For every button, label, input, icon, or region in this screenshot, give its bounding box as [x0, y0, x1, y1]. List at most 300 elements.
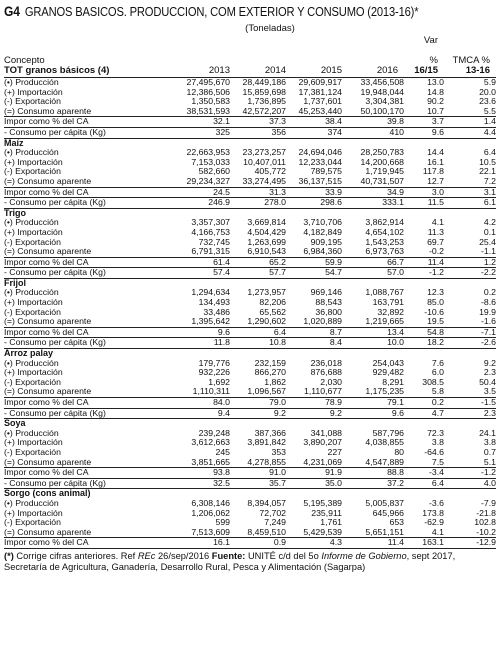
- value-2013: 7,153,033: [191, 156, 230, 167]
- value-tmca: 0.7: [483, 446, 496, 457]
- table-row: [4, 187, 496, 198]
- value-2014: 28,449,186: [242, 77, 286, 87]
- value-tmca: 3.1: [483, 186, 496, 197]
- value-tmca: -10.2: [476, 526, 496, 537]
- value-var: 3.8: [431, 437, 444, 448]
- value-2014: 1,290,602: [247, 316, 286, 327]
- value-2014: 4,504,429: [247, 226, 286, 237]
- table-row: [4, 528, 496, 538]
- value-2013: 599: [215, 517, 230, 528]
- value-2016: 6,973,763: [365, 246, 404, 257]
- value-tmca: 4.0: [483, 477, 496, 488]
- value-2014: 1,263,699: [247, 236, 286, 247]
- value-2015: 5,429,539: [303, 526, 342, 537]
- value-2016: 3,304,381: [365, 96, 404, 107]
- row-label: Impor como % del CA: [4, 327, 89, 337]
- value-2016: 40,731,507: [360, 175, 404, 186]
- row-label: (-) Exportación: [4, 307, 61, 317]
- value-2016: 4,654,102: [365, 226, 404, 237]
- value-2014: 7,249: [264, 517, 286, 528]
- table-bottom-rule: [4, 548, 496, 549]
- value-var: -3.4: [429, 467, 444, 478]
- value-tmca: 23.6: [479, 96, 496, 107]
- value-var: 4.1: [431, 526, 444, 537]
- value-var: 14.8: [427, 86, 444, 97]
- data-table: [4, 77, 496, 549]
- value-2015: 54.7: [325, 267, 342, 278]
- table-row: [4, 387, 496, 397]
- value-2014: 405,772: [254, 166, 286, 177]
- value-var: 5.8: [431, 386, 444, 397]
- value-2016: 587,796: [372, 427, 404, 438]
- value-2013: 38,531,593: [186, 105, 230, 116]
- table-row: [4, 247, 496, 257]
- value-2015: 341,088: [310, 427, 342, 438]
- value-2016: 57.0: [387, 267, 404, 278]
- year-2016-header: 2016: [376, 65, 398, 76]
- value-tmca: 1.4: [483, 116, 496, 127]
- value-2015: 78.9: [325, 397, 342, 407]
- value-2016: 28,250,783: [360, 147, 404, 158]
- value-tmca: 0.1: [483, 226, 496, 237]
- table-row: [4, 359, 496, 369]
- value-2016: 88.8: [387, 467, 404, 478]
- value-2014: 278.0: [264, 197, 286, 208]
- value-2013: 7,513,609: [191, 526, 230, 537]
- value-2013: 1,395,642: [191, 316, 230, 327]
- value-2013: 246.9: [208, 197, 230, 208]
- value-2015: 6,984,360: [303, 246, 342, 257]
- table-row: [4, 478, 496, 489]
- value-tmca: 0.2: [483, 287, 496, 298]
- value-tmca: 6.4: [483, 147, 496, 158]
- value-2014: 356: [271, 126, 286, 137]
- row-label: (+) Importación: [4, 157, 63, 167]
- value-2016: 5,651,151: [365, 526, 404, 537]
- footnote-text-3: UNITÉ c/d del 5o: [247, 550, 319, 561]
- value-2015: 59.9: [325, 256, 342, 267]
- value-2014: 65,562: [259, 306, 286, 317]
- row-label: Impor como % del CA: [4, 187, 89, 197]
- value-2013: 932,226: [198, 367, 230, 378]
- section-name: Trigo: [4, 208, 26, 218]
- value-2015: 8.4: [329, 337, 342, 348]
- table-row: [4, 327, 496, 338]
- value-2013: 3,612,663: [191, 437, 230, 448]
- value-2015: 91.9: [325, 467, 342, 478]
- value-2014: 1,736,895: [247, 96, 286, 107]
- value-2013: 9.4: [217, 407, 230, 418]
- footnote-text-1: Corrige cifras anteriores. Ref: [16, 550, 136, 561]
- value-2016: 254,043: [372, 357, 404, 368]
- value-2015: 227: [327, 446, 342, 457]
- footnote-mark: (*): [4, 550, 14, 561]
- table-row: [4, 257, 496, 268]
- row-label: Impor como % del CA: [4, 538, 89, 548]
- value-2013: 22,663,953: [186, 147, 230, 158]
- value-tmca: 20.0: [479, 86, 496, 97]
- value-2016: 4,038,855: [365, 437, 404, 448]
- row-label: (•) Producción: [4, 148, 59, 158]
- value-var: 12.3: [427, 287, 444, 298]
- year-2015-header: 2015: [320, 65, 342, 76]
- value-2016: 1,219,665: [365, 316, 404, 327]
- row-label: (•) Producción: [4, 78, 59, 87]
- table-row: [4, 397, 496, 408]
- value-2016: 39.8: [387, 116, 404, 127]
- value-2016: 929,482: [372, 367, 404, 378]
- table-row: [4, 317, 496, 327]
- row-label: (+) Importación: [4, 508, 63, 518]
- value-tmca: 25.4: [479, 236, 496, 247]
- value-2013: 1,350,583: [191, 96, 230, 107]
- value-tmca: 9.2: [483, 357, 496, 368]
- value-var: 7.5: [431, 456, 444, 467]
- value-var: -62.9: [424, 517, 444, 528]
- section-name: Frijol: [4, 278, 26, 288]
- row-label: (-) Exportación: [4, 518, 61, 528]
- value-2013: 1,692: [208, 376, 230, 387]
- value-2015: 4.3: [329, 537, 342, 548]
- row-label: (+) Importación: [4, 368, 63, 378]
- value-tmca: 6.1: [483, 197, 496, 208]
- value-2015: 3,710,706: [303, 217, 342, 228]
- value-2013: 9.6: [217, 326, 230, 337]
- value-tmca: -2.2: [481, 267, 496, 278]
- value-var: 11.5: [427, 197, 444, 208]
- value-2015: 8.7: [329, 326, 342, 337]
- group-header: TOT granos básicos (4): [4, 65, 110, 76]
- value-2015: 9.2: [329, 407, 342, 418]
- value-tmca: 7.2: [483, 175, 496, 186]
- value-2015: 36,137,515: [298, 175, 342, 186]
- value-2013: 24.5: [213, 186, 230, 197]
- footnote-ref: REc: [137, 550, 156, 561]
- row-label: - Consumo per cápita (Kg): [4, 338, 106, 348]
- value-tmca: 2.3: [483, 407, 496, 418]
- value-2015: 33.9: [325, 186, 342, 197]
- value-2013: 239,248: [198, 427, 230, 438]
- value-tmca: 4.2: [483, 217, 496, 228]
- value-2015: 2,030: [320, 376, 342, 387]
- row-label: (+) Importación: [4, 298, 63, 308]
- value-2016: 33,456,508: [360, 77, 404, 87]
- table-row: [4, 197, 496, 208]
- value-2014: 35.7: [269, 477, 286, 488]
- row-label: (•) Producción: [4, 288, 59, 298]
- row-label: (=) Consumo aparente: [4, 457, 92, 467]
- value-2014: 65.2: [269, 256, 286, 267]
- value-2013: 33,486: [203, 306, 230, 317]
- value-2013: 6,308,146: [191, 497, 230, 508]
- year-2014-header: 2014: [264, 65, 286, 76]
- value-2016: 66.7: [387, 256, 404, 267]
- value-2013: 325: [215, 126, 230, 137]
- value-2016: 11.4: [387, 537, 404, 548]
- value-var: 163.1: [422, 537, 444, 548]
- value-tmca: 22.1: [479, 166, 496, 177]
- value-tmca: -8.6: [481, 297, 496, 308]
- page: [4, 0, 496, 574]
- row-label: (+) Importación: [4, 438, 63, 448]
- var-header-mid: %: [429, 55, 438, 66]
- tmca-header: TMCA %: [452, 55, 490, 66]
- value-2016: 10.0: [387, 337, 404, 348]
- value-2014: 6,910,543: [247, 246, 286, 257]
- row-label: (=) Consumo aparente: [4, 387, 92, 397]
- value-2014: 353: [271, 446, 286, 457]
- table-row: [4, 298, 496, 308]
- title-code: G4: [4, 3, 20, 19]
- value-tmca: -21.8: [476, 507, 496, 518]
- table-row: [4, 267, 496, 278]
- section-name: Soya: [4, 419, 26, 429]
- value-2013: 582,660: [198, 166, 230, 177]
- value-var: 72.3: [427, 427, 444, 438]
- value-tmca: 3.8: [483, 437, 496, 448]
- row-label: (-) Exportación: [4, 167, 61, 177]
- value-2015: 4,182,849: [303, 226, 342, 237]
- row-label: Impor como % del CA: [4, 117, 89, 127]
- row-label: (•) Producción: [4, 498, 59, 508]
- footnote-line-2: Secretaría de Agricultura, Ganadería, Desarrollo Rural, Pesca y Alimentación (Sagarpa): [4, 562, 366, 573]
- value-2016: 1,719,945: [365, 166, 404, 177]
- table-row: [4, 458, 496, 468]
- row-label: - Consumo per cápita (Kg): [4, 127, 106, 137]
- value-var: 10.7: [427, 105, 444, 116]
- value-2013: 4,166,753: [191, 226, 230, 237]
- value-2014: 3,669,814: [247, 217, 286, 228]
- value-2015: 789,575: [310, 166, 342, 177]
- value-2013: 245: [215, 446, 230, 457]
- value-var: 54.8: [427, 326, 444, 337]
- title-text: GRANOS BASICOS. PRODUCCION, COM EXTERIOR Y CONSUMO (2013-16)*: [24, 3, 419, 19]
- value-var: 11.3: [427, 226, 444, 237]
- value-2016: 13.4: [387, 326, 404, 337]
- value-2015: 45,253,440: [298, 105, 342, 116]
- value-2013: 12,386,506: [186, 86, 230, 97]
- section-header: [4, 418, 496, 429]
- value-var: -1.2: [429, 267, 444, 278]
- value-2013: 61.4: [213, 256, 230, 267]
- value-tmca: 10.5: [479, 156, 496, 167]
- value-2014: 15,859,698: [242, 86, 286, 97]
- value-var: -64.6: [424, 446, 444, 457]
- value-2015: 374: [327, 126, 342, 137]
- value-tmca: 5.9: [483, 77, 496, 87]
- value-2015: 909,195: [310, 236, 342, 247]
- value-2015: 876,688: [310, 367, 342, 378]
- value-2014: 866,270: [254, 367, 286, 378]
- value-var: 7.6: [431, 357, 444, 368]
- value-var: 0.2: [431, 397, 444, 407]
- value-2013: 134,493: [198, 297, 230, 308]
- value-var: 6.4: [431, 477, 444, 488]
- value-2015: 88,543: [315, 297, 342, 308]
- table-row: [4, 509, 496, 519]
- table-header-row3: [4, 66, 496, 76]
- value-2015: 3,890,207: [303, 437, 342, 448]
- value-2014: 387,366: [254, 427, 286, 438]
- section-header: [4, 348, 496, 359]
- value-2015: 29,609,917: [298, 77, 342, 87]
- value-2015: 5,195,389: [303, 497, 342, 508]
- value-2013: 11.8: [213, 337, 230, 348]
- row-label: (+) Importación: [4, 227, 63, 237]
- row-label: (•) Producción: [4, 428, 59, 438]
- value-var: 4.7: [431, 407, 444, 418]
- row-label: Impor como % del CA: [4, 257, 89, 267]
- section-name: Maíz: [4, 138, 24, 148]
- value-2016: 80: [394, 446, 404, 457]
- value-2013: 16.1: [213, 537, 230, 548]
- value-2013: 1,294,634: [191, 287, 230, 298]
- value-var: -3.6: [429, 497, 444, 508]
- value-2016: 645,966: [372, 507, 404, 518]
- value-var: 13.0: [427, 77, 444, 87]
- value-2016: 14,200,668: [360, 156, 404, 167]
- value-var: 9.6: [431, 126, 444, 137]
- value-2015: 24,694,046: [298, 147, 342, 158]
- value-tmca: 3.5: [483, 386, 496, 397]
- value-2016: 333.1: [382, 197, 404, 208]
- row-label: (=) Consumo aparente: [4, 106, 92, 116]
- value-2013: 84.0: [213, 397, 230, 407]
- value-2015: 12,233,044: [298, 156, 342, 167]
- value-2013: 57.4: [213, 267, 230, 278]
- value-2013: 1,110,311: [192, 386, 230, 397]
- value-var: 18.2: [427, 337, 444, 348]
- value-2016: 410: [389, 126, 404, 137]
- row-label: - Consumo per cápita (Kg): [4, 268, 106, 278]
- row-label: (-) Exportación: [4, 377, 61, 387]
- value-tmca: -7.9: [481, 497, 496, 508]
- value-2015: 17,381,124: [298, 86, 342, 97]
- value-2014: 9.2: [273, 407, 286, 418]
- value-2014: 1,862: [264, 376, 286, 387]
- value-2013: 6,791,315: [191, 246, 230, 257]
- footnote-fuente: Fuente:: [211, 550, 246, 561]
- value-2015: 1,761: [320, 517, 342, 528]
- row-label: (•) Producción: [4, 358, 59, 368]
- value-tmca: 4.4: [483, 126, 496, 137]
- footnote-line-1: [4, 551, 496, 563]
- value-2015: 1,737,601: [303, 96, 342, 107]
- value-2014: 10.8: [269, 337, 286, 348]
- value-tmca: 1.2: [483, 256, 496, 267]
- value-var: 69.7: [427, 236, 444, 247]
- value-2016: 4,547,889: [365, 456, 404, 467]
- value-tmca: 2.3: [483, 367, 496, 378]
- value-var: 85.0: [427, 297, 444, 308]
- value-2013: 3,357,307: [191, 217, 230, 228]
- value-2015: 236,018: [310, 357, 342, 368]
- value-2016: 1,088,767: [365, 287, 404, 298]
- row-label: (=) Consumo aparente: [4, 527, 92, 537]
- table-row: [4, 337, 496, 348]
- value-var: 16.1: [427, 156, 444, 167]
- concepto-header: Concepto: [4, 55, 45, 66]
- value-2014: 79.0: [269, 397, 286, 407]
- value-var: 117.8: [422, 166, 444, 177]
- value-2014: 6.4: [273, 326, 286, 337]
- value-tmca: -1.1: [481, 246, 496, 257]
- value-2014: 33,274,495: [242, 175, 286, 186]
- value-var: 173.8: [422, 507, 444, 518]
- value-tmca: 5.1: [483, 456, 496, 467]
- value-2014: 1,273,957: [247, 287, 286, 298]
- value-2014: 23,273,257: [242, 147, 286, 158]
- value-var: 14.4: [427, 147, 444, 158]
- row-label: (-) Exportación: [4, 97, 61, 107]
- value-2013: 3,851,665: [191, 456, 230, 467]
- value-2014: 3,891,842: [247, 437, 286, 448]
- row-label: - Consumo per cápita (Kg): [4, 478, 106, 488]
- table-row: [4, 438, 496, 448]
- table-row: [4, 177, 496, 187]
- value-2015: 235,911: [311, 507, 342, 518]
- value-2013: 32.1: [213, 116, 230, 127]
- value-2016: 50,100,170: [360, 105, 404, 116]
- value-var: 3.7: [431, 116, 444, 127]
- row-label: - Consumo per cápita (Kg): [4, 408, 106, 418]
- value-2014: 31.3: [269, 186, 286, 197]
- value-2015: 969,146: [310, 287, 342, 298]
- value-2014: 1,096,567: [247, 386, 286, 397]
- section-name: Sorgo (cons animal): [4, 489, 91, 499]
- value-2015: 36,800: [315, 306, 342, 317]
- section-name: Arroz palay: [4, 349, 54, 359]
- footnote-text-4: , sept 2017,: [406, 550, 456, 561]
- value-2014: 42,572,207: [242, 105, 286, 116]
- value-var: 11.4: [427, 256, 444, 267]
- value-2016: 34.9: [387, 186, 404, 197]
- row-label: (-) Exportación: [4, 447, 61, 457]
- table-row: [4, 537, 496, 548]
- units-label: (Toneladas): [245, 23, 295, 34]
- table-row: [4, 107, 496, 117]
- value-2014: 57.7: [269, 267, 286, 278]
- value-2014: 91.0: [269, 467, 286, 478]
- value-var: 12.7: [427, 175, 444, 186]
- value-var: -10.6: [424, 306, 444, 317]
- row-label: (=) Consumo aparente: [4, 247, 92, 257]
- value-tmca: -7.1: [481, 326, 496, 337]
- row-label: (=) Consumo aparente: [4, 176, 92, 186]
- table-row: [4, 467, 496, 478]
- row-label: (•) Producción: [4, 218, 59, 228]
- value-tmca: -2.6: [481, 337, 496, 348]
- value-2014: 72,702: [259, 507, 286, 518]
- value-2016: 3,862,914: [365, 217, 404, 228]
- value-tmca: 50.4: [479, 376, 496, 387]
- value-2014: 10,407,011: [243, 156, 286, 167]
- footnote: [4, 551, 496, 574]
- value-var: 6.0: [431, 367, 444, 378]
- value-2013: 27,495,670: [186, 77, 230, 87]
- row-label: (-) Exportación: [4, 237, 61, 247]
- table-row: [4, 127, 496, 138]
- value-2015: 1,110,677: [303, 386, 342, 397]
- value-2016: 37.2: [387, 477, 404, 488]
- row-label: (=) Consumo aparente: [4, 317, 92, 327]
- value-2013: 732,745: [198, 236, 230, 247]
- value-2014: 232,159: [254, 357, 286, 368]
- value-tmca: 24.1: [479, 427, 496, 438]
- value-2014: 0.9: [273, 537, 286, 548]
- value-tmca: -1.2: [481, 467, 496, 478]
- value-2015: 298.6: [320, 197, 342, 208]
